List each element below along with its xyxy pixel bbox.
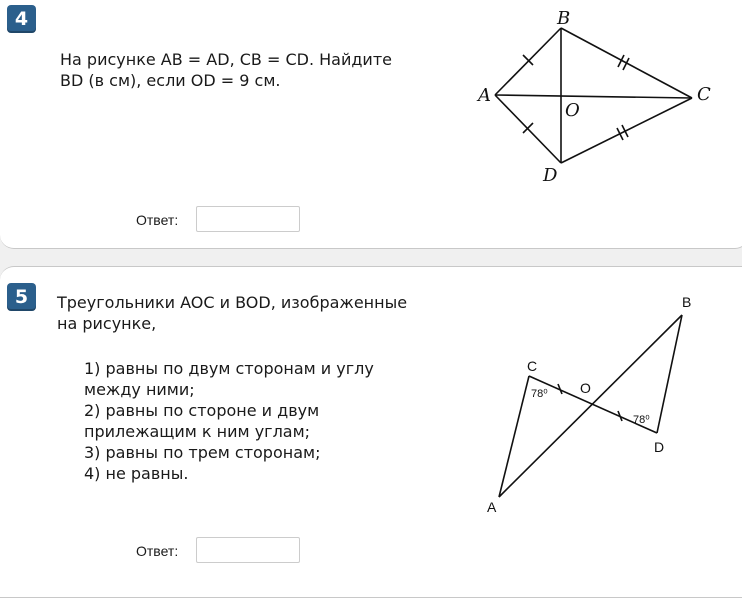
label-b: B [682, 294, 692, 310]
task-5-figure [480, 290, 710, 520]
task-5-answer-input[interactable] [196, 537, 300, 563]
label-b: B [557, 8, 571, 29]
segment-ca [499, 376, 529, 497]
angle-c-label: 78⁰ [531, 388, 548, 400]
task-5-option-4: 4) не равны. [84, 464, 189, 483]
label-a: A [487, 499, 497, 515]
task-5-option-2: 2) равны по стороне и двум прилежащим к ним углам; [84, 401, 320, 441]
label-o: O [565, 100, 580, 121]
task-5-option-3: 3) равны по трем сторонам; [84, 443, 321, 462]
segment-bd [657, 315, 682, 433]
label-a: A [478, 85, 491, 106]
task-4-answer-input[interactable] [196, 206, 300, 232]
segment-cd [561, 98, 692, 163]
segment-ab [495, 28, 561, 95]
angle-d-label: 78⁰ [633, 414, 650, 426]
tick-ab [523, 55, 533, 65]
task-4-number-badge: 4 [7, 5, 36, 33]
label-d: D [654, 439, 665, 455]
task-5-answer-label: Ответ: [136, 543, 179, 559]
task-4-text: На рисунке AB = AD, CB = CD. Найдите BD (в см), если OD = 9 см. [60, 50, 392, 90]
label-c: C [527, 358, 538, 374]
task-4-answer-label: Ответ: [136, 212, 179, 228]
task-5-question: Треугольники AOC и BOD, изображенные на рисунке, [57, 293, 408, 333]
label-c: C [697, 84, 711, 105]
diagonal-ac [495, 95, 692, 98]
task-5-options [84, 358, 444, 484]
task-5-option-1: 1) равны по двум сторонам и углу между ними; [84, 359, 374, 399]
task-4-figure [470, 0, 720, 190]
label-d: D [543, 165, 558, 186]
task-5-number-badge: 5 [7, 283, 36, 311]
label-o: O [580, 380, 591, 396]
segment-ab [499, 315, 682, 497]
